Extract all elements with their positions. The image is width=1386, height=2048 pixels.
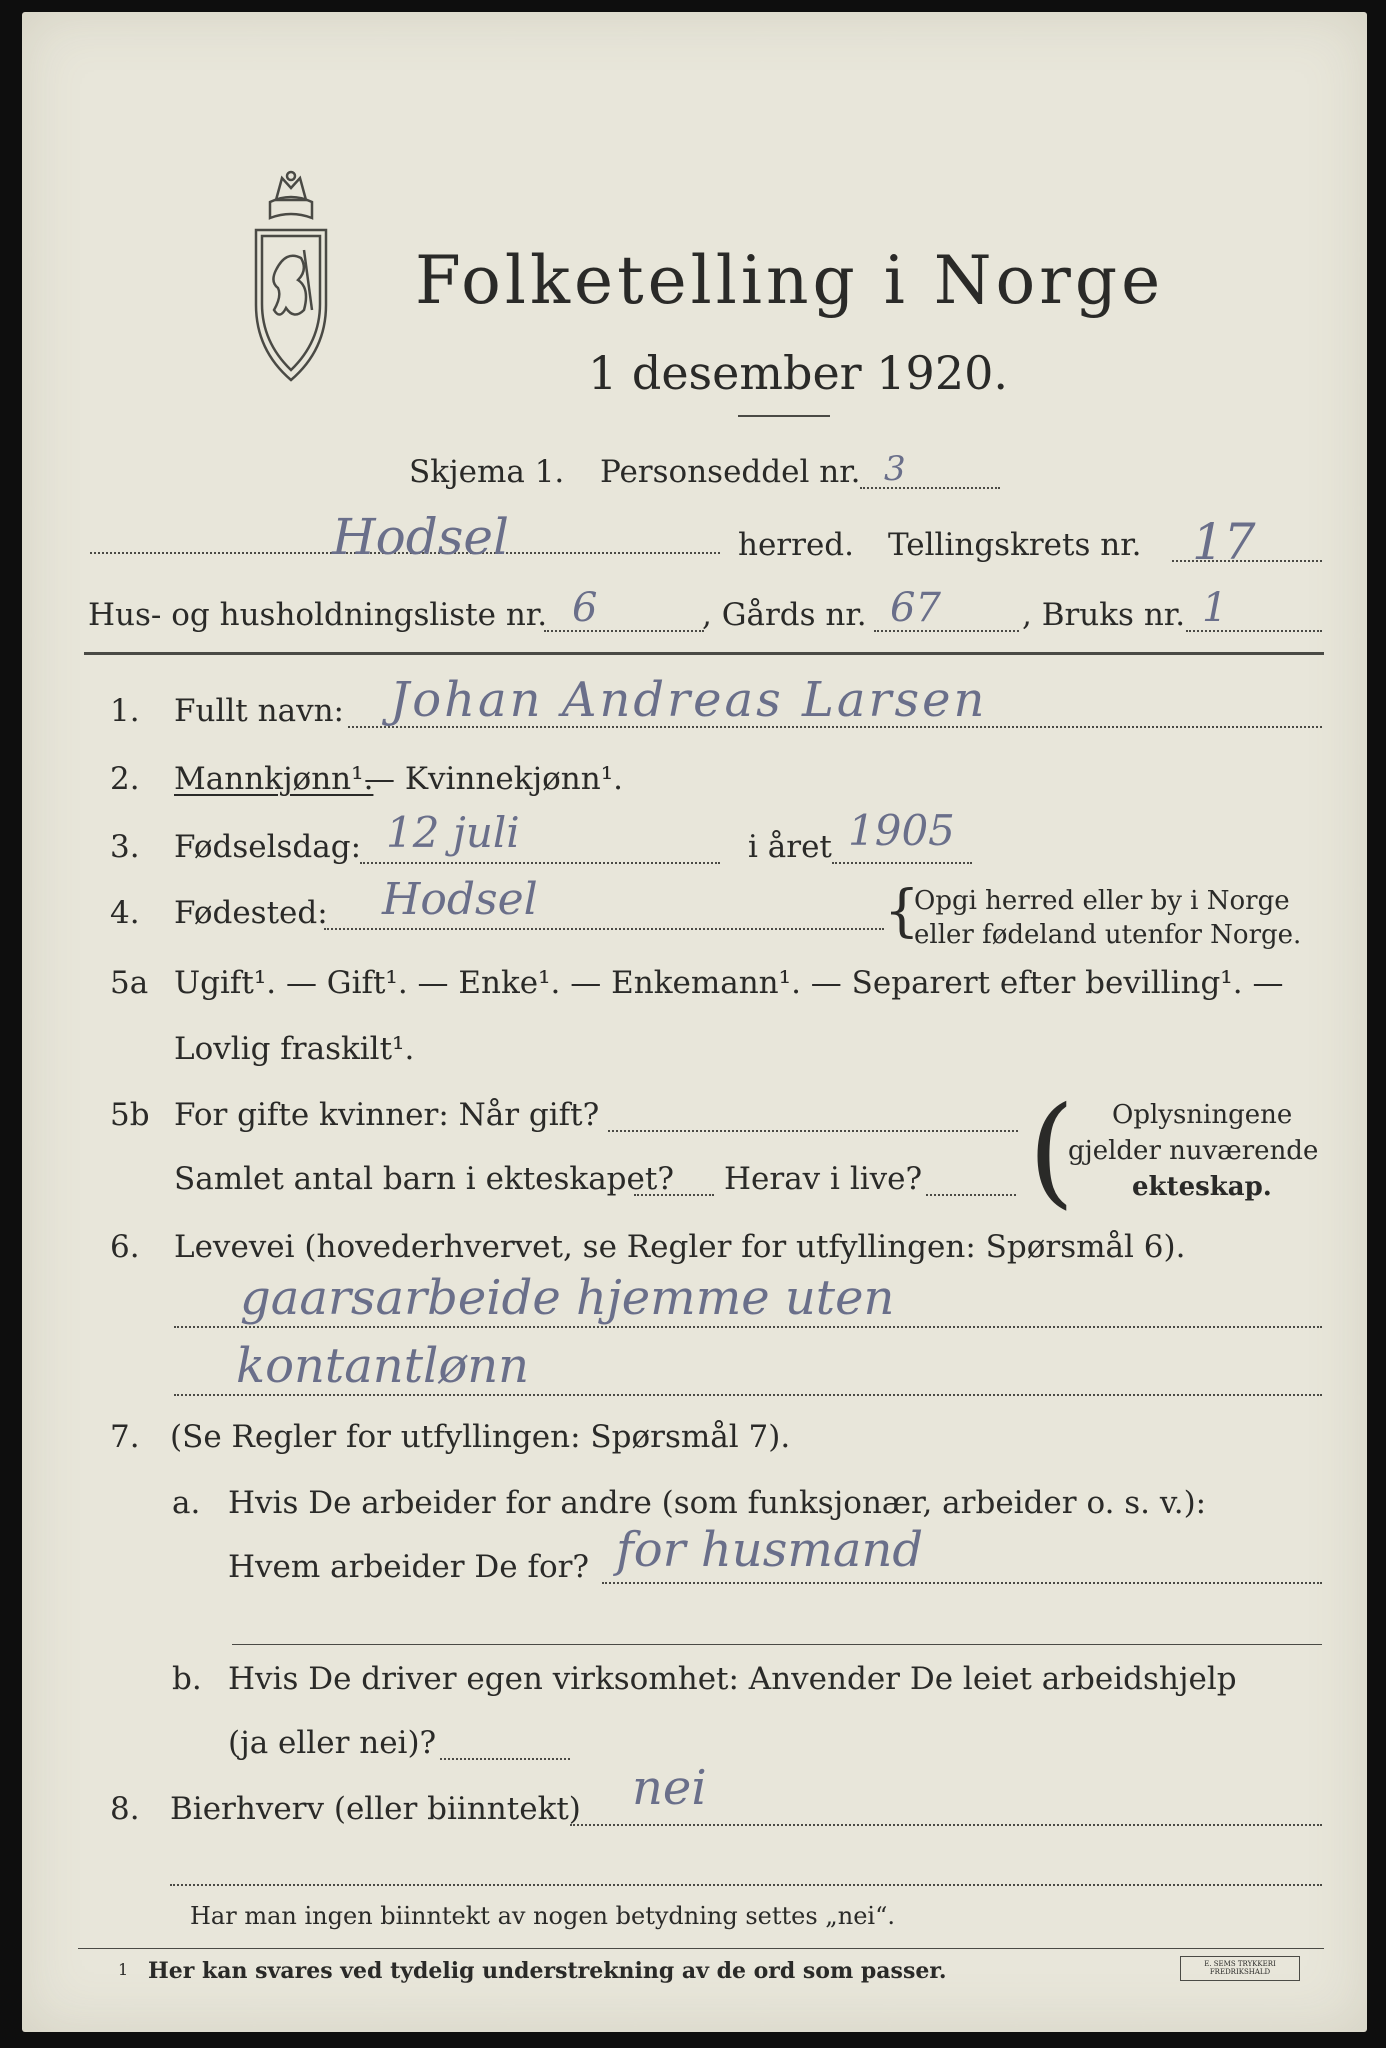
q5b-alive-label: Herav i live? [724,1161,923,1197]
q7b-letter: b. [172,1661,202,1697]
tellingskrets-label: Tellingskrets nr. [888,527,1142,563]
q6-occupation-value-line1: gaarsarbeide hjemme uten [240,1270,895,1326]
bruks-value: 1 [1202,585,1228,631]
q7a-employer-label: Hvem arbeider De for? [228,1549,590,1585]
q5b-number: 5b [110,1097,150,1133]
q5b-children-label: Samlet antal barn i ekteskapet? [174,1161,674,1197]
q8-label: Bierhverv (eller biinntekt) [170,1791,581,1827]
q1-full-name-value: Johan Andreas Larsen [390,672,988,728]
q3-number: 3. [110,829,140,865]
gards-value: 67 [890,585,941,631]
q5a-marital-options: Ugift¹. — Gift¹. — Enke¹. — Enkemann¹. — Separert efter bevilling¹. — [174,965,1284,1001]
herred-label: herred. [738,527,854,563]
q3-year-value: 1905 [848,806,955,855]
q7b-question: Hvis De driver egen virksomhet: Anvender De leiet arbeidshjelp [228,1661,1237,1697]
q1-number: 1. [110,693,140,729]
header-divider [738,415,830,417]
herred-value: Hodsel [332,508,509,566]
q7b-hired-help-label: (ja eller nei)? [228,1725,437,1761]
q3-label: Fødselsdag: [174,829,362,865]
bruks-label: , Bruks nr. [1022,597,1186,633]
personseddel-label: Personseddel nr. [600,454,861,490]
skjema-label: Skjema 1. [409,454,565,490]
q4-label: Fødested: [174,895,328,931]
q7-label: (Se Regler for utfyllingen: Spørsmål 7). [170,1419,791,1455]
tellingskrets-value: 17 [1192,513,1256,571]
q6-number: 6. [110,1229,140,1265]
footnote-text: Her kan svares ved tydelig understrekning av de ord som passer. [148,1958,947,1984]
q7a-question: Hvis De arbeider for andre (som funksjonær, arbeider o. s. v.): [228,1485,1207,1521]
q3-year-label: i året [748,829,832,865]
census-form-page [22,12,1367,2032]
q5b-brace-left: ( [1028,1082,1075,1221]
q6-label: Levevei (hovederhvervet, se Regler for utfyllingen: Spørsmål 6). [174,1229,1186,1265]
personseddel-value: 3 [884,449,906,489]
note-nei: Har man ingen biinntekt av nogen betydning settes „nei“. [190,1902,895,1930]
q2-number: 2. [110,761,140,797]
q2-male-option: Mannkjønn¹. [174,761,374,797]
q7a-letter: a. [172,1485,201,1521]
q6-occupation-value-line2: kontantlønn [236,1338,530,1394]
q7a-employer-value: for husmand [616,1522,924,1578]
q4-birthplace-value: Hodsel [382,874,538,925]
footnote-mark: 1 [118,1960,129,1979]
section-divider [84,652,1324,655]
printer-stamp: E. SEMS TRYKKERI FREDRIKSHALD [1180,1956,1300,1981]
q1-label: Fullt navn: [174,693,344,729]
q5b-note-line2: gjelder nuværende [1068,1136,1319,1166]
q8-number: 8. [110,1791,140,1827]
form-title: Folketelling i Norge [415,242,1165,319]
q5b-note-line3: ekteskap. [1132,1172,1272,1202]
q4-number: 4. [110,895,140,931]
q4-note-line2: eller fødeland utenfor Norge. [914,920,1302,950]
q8-side-income-value: nei [632,1760,707,1816]
q4-brace: { [884,879,920,944]
q3-birthday-value: 12 juli [386,808,520,857]
q5a-marital-options-cont: Lovlig fraskilt¹. [174,1031,415,1067]
q7-number: 7. [110,1419,140,1455]
hus-label: Hus- og husholdningsliste nr. [88,597,548,633]
q4-note-line1: Opgi herred eller by i Norge [914,886,1290,916]
gards-label: , Gårds nr. [702,597,867,633]
q2-female-option: — Kvinnekjønn¹. [364,761,623,797]
q5b-note-line1: Oplysningene [1112,1100,1293,1130]
census-date: 1 desember 1920. [588,346,1008,400]
q5a-number: 5a [110,965,149,1001]
hus-value: 6 [572,585,598,631]
q5b-when-married-label: For gifte kvinner: Når gift? [174,1097,600,1133]
norwegian-coat-of-arms-icon [246,170,336,390]
